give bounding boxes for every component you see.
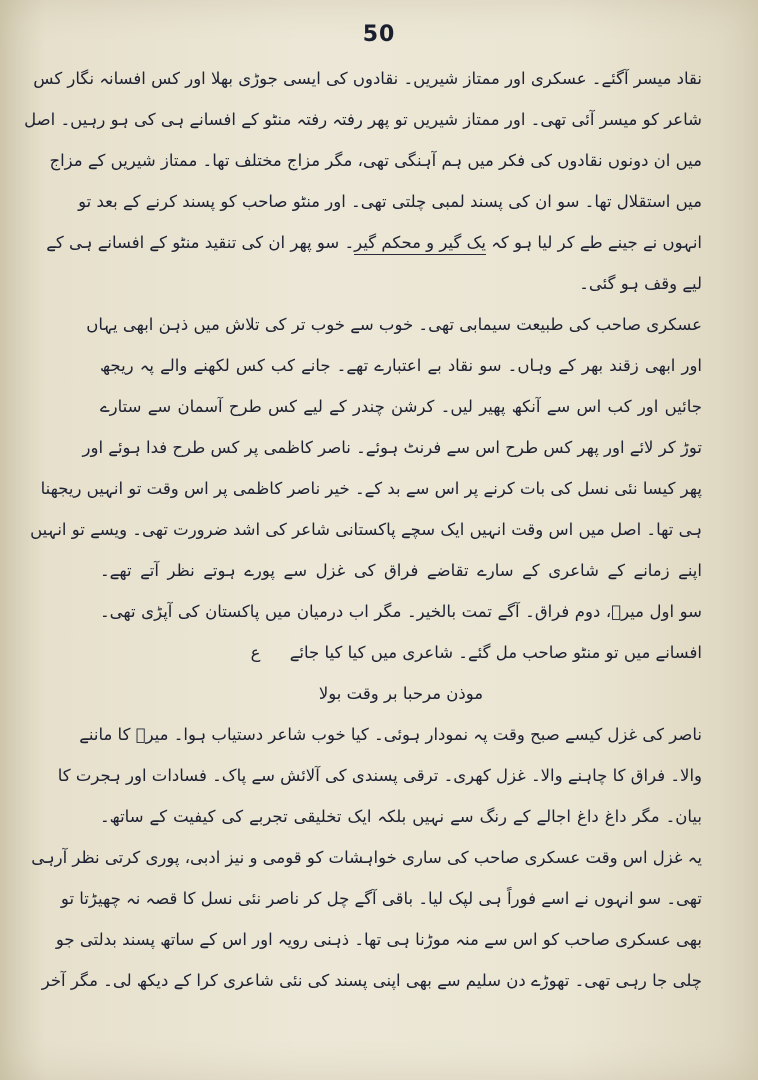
text-line-20: یہ غزل اس وقت عسکری صاحب کی ساری خواہشات کو قومی و نیز ادبی، پوری کرتی نظر آرہی [31, 848, 702, 867]
text-line-12: ہی تھا۔ اصل میں اس وقت انہیں ایک سچے پاکستانی شاعر کی اشد ضرورت تھی۔ ویسے تو انہیں [30, 520, 702, 539]
verse-mark: ع [250, 643, 261, 662]
text-line-7: عسکری صاحب کی طبیعت سیمابی تھی۔ خوب سے خوب تر کی تلاش میں ذہن ابھی یہاں [86, 315, 702, 334]
text-line-10: توڑ کر لائے اور پھر کس طرح اس سے فرنٹ ہوئے۔ ناصر کاظمی پر کس طرح فدا ہوئے اور [82, 438, 702, 457]
underlined-phrase: یک گیر و محکم گیر [354, 233, 486, 255]
text-line-13: اپنے زمانے کے شاعری کے سارے تقاضے فراق کی غزل سے پورے ہوتے نظر آتے تھے۔ [100, 561, 702, 580]
text-line-21: تھی۔ سو انہوں نے اسے فوراً ہی لپک لیا۔ باقی آگے چل کر ناصر نئی نسل کا قصہ نہ چھیڑتا تو [60, 889, 702, 908]
text-line-4: میں استقلال تھا۔ سو ان کی پسند لمبی چلتی تھی۔ اور منٹو صاحب کو پسند کرنے کے بعد تو [78, 192, 702, 211]
text-line-8: اور ابھی زقند بھر کے وہاں۔ سو نقاد بے اعتبارے تھے۔ جانے کب کس لکھنے والے پہ ریجھ [100, 356, 702, 375]
page-text [24, 58, 702, 1001]
text-line-18: والا۔ فراق کا چاہنے والا۔ غزل کھری۔ ترقی پسندی کی آلائش سے پاک۔ فسادات اور ہجرت کا [57, 766, 702, 785]
text-line-1: نقاد میسر آگئے۔ عسکری اور ممتاز شیریں۔ نقادوں کی ایسی جوڑی بھلا اور کس افسانہ نگار کس [33, 69, 702, 88]
text-line-5 [46, 222, 702, 263]
text-line-17: ناصر کی غزل کیسے صبح وقت پہ نمودار ہوئی۔ کیا خوب شاعر دستیاب ہوا۔ میرؔ کا ماننے [79, 725, 702, 744]
text-line-2: شاعر کو میسر آئی تھی۔ اور ممتاز شیریں تو پھر رفتہ رفتہ منٹو کے افسانے ہی کی ہو رہیں۔ اصل [24, 110, 702, 129]
text-line-19: بیان۔ مگر داغ داغ اجالے کے رنگ سے نہیں بلکہ ایک تخلیقی تجربے کی کیفیت کے ساتھ۔ [100, 807, 702, 826]
text-line-14: سو اول میرؔ، دوم فراق۔ آگے تمت بالخیر۔ مگر اب درمیان میں پاکستان کی آپڑی تھی۔ [100, 602, 702, 621]
text-line-23: چلی جا رہی تھی۔ تھوڑے دن سلیم سے بھی اپنی پسند کی نئی شاعری کرا کے دیکھ لی۔ مگر آخر [41, 971, 702, 990]
text-line-5-end: ۔ سو پھر ان کی تنقید منٹو کے افسانے ہی کے [46, 233, 355, 252]
text-line-11: پھر کیسا نئی نسل کی بات کرنے پر اس سے بد کے۔ خیر ناصر کاظمی پر اس وقت تو انہیں ریجھنا [40, 479, 702, 498]
text-line-9: جائیں اور کب اس سے آنکھ پھیر لیں۔ کرشن چندر کے لیے کس طرح آسمان سے ستارے [100, 397, 702, 416]
text-line-3: میں ان دونوں نقادوں کی فکر میں ہم آہنگی تھی، مگر مزاج مختلف تھا۔ ممتاز شیریں کے مزاج [49, 151, 702, 170]
text-line-15-text: افسانے میں تو منٹو صاحب مل گئے۔ شاعری میں کیا کیا جائے [289, 643, 702, 662]
text-line-22: بھی عسکری صاحب کو اس سے منہ موڑنا ہی تھا۔ ذہنی رویہ اور اس کے ساتھ پسند بدلتی جو [55, 930, 702, 949]
text-line-15 [100, 632, 702, 673]
page-number: 50 [362, 22, 396, 47]
verse-line: موذن مرحبا بر وقت بولا [318, 684, 484, 703]
text-line-6: لیے وقف ہو گئی۔ [579, 274, 702, 293]
text-line-5-start: انہوں نے جینے طے کر لیا ہو کہ [491, 233, 702, 252]
